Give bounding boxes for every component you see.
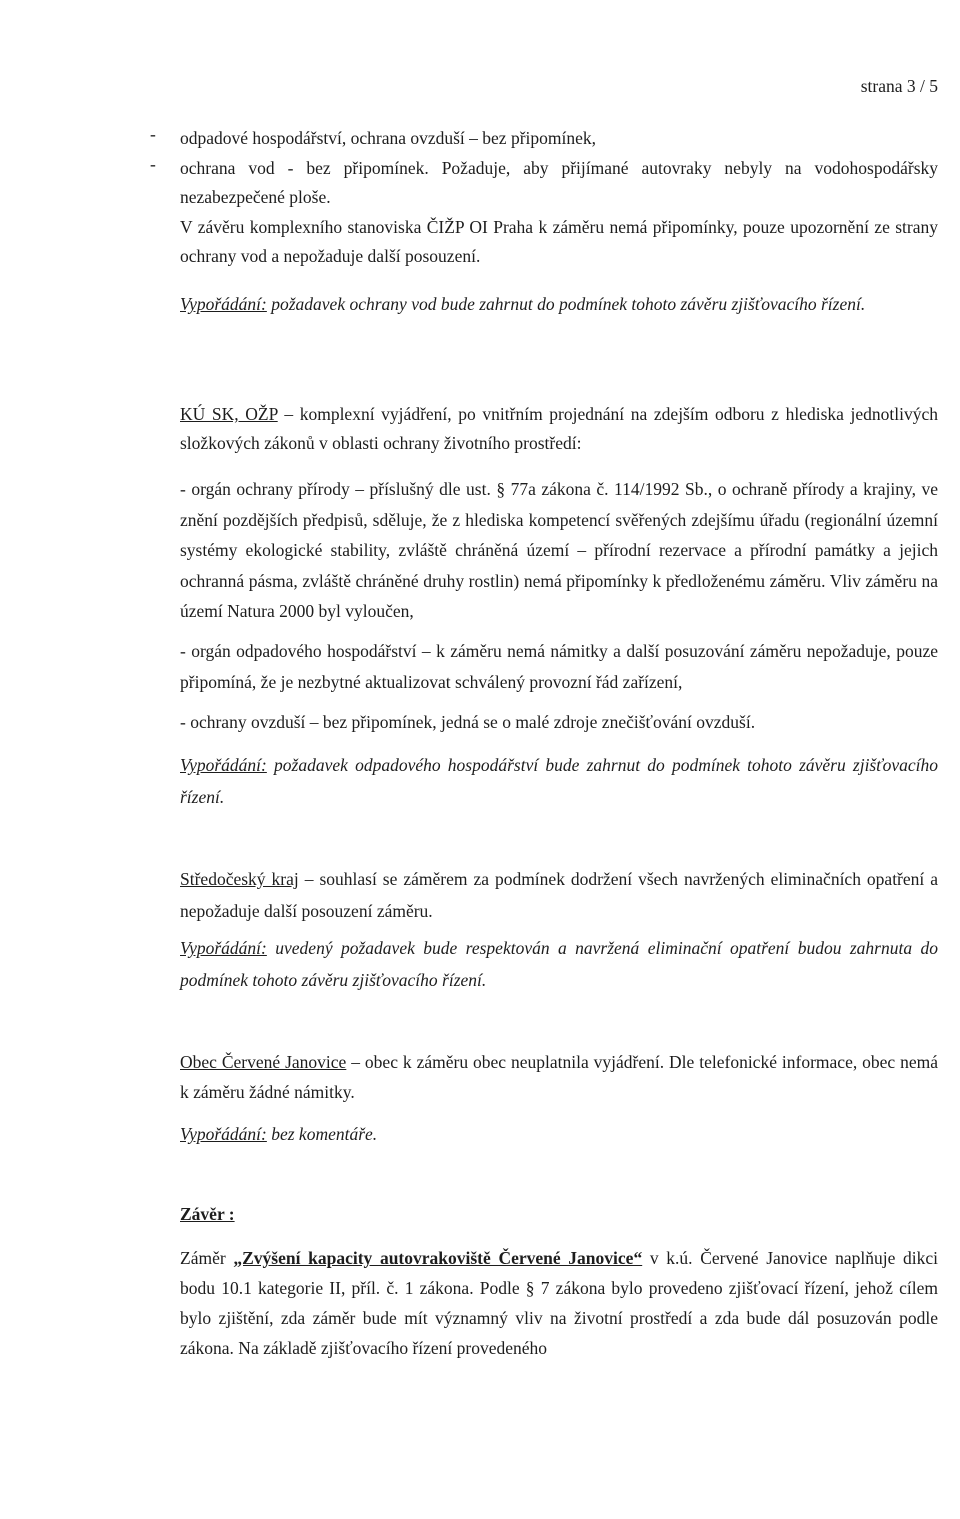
settlement-paragraph [180,288,938,320]
page-number: strana 3 / 5 [860,76,938,96]
obec-text: – obec k záměru obec neuplatnila vyjádření. Dle telefonické informace, obec nemá k záměru žádné námitky. [180,1052,938,1102]
ku-intro: – komplexní vyjádření, po vnitřním projednání na zdejším odboru z hlediska jednotlivých složkových zákonů v oblasti ochrany životního prostředí: [180,404,939,453]
conclusion-text: v k.ú. Červené Janovice naplňuje dikci bodu 10.1 kategorie II, příl. č. 1 zákona. Podle § 7 zákona bylo provedeno zjišťovací řízení, jehož cílem bylo zjištění, zda záměr bude mít významný vliv na životní prostředí a zda bude dál posuzován podle zákona. Na základě zjišťovacího řízení provedeného [180,1248,939,1358]
project-name: „Zvýšení kapacity autovrakoviště Červené Janovice“ [233,1248,643,1268]
settlement-text: bez komentáře. [271,1124,378,1144]
ku-paragraph [180,400,938,458]
ku-label: KÚ SK, OŽP [180,404,278,424]
conclusion-prefix: Záměr [180,1248,226,1268]
cizp-conclusion: V závěru komplexního stanoviska ČIŽP OI Praha k záměru nemá připomínky, pouze upozornění ze strany ochrany vod a nepožaduje další posouzení. [180,217,938,266]
settlement-text: požadavek odpadového hospodářství bude zahrnut do podmínek tohoto závěru zjišťovacího řízení. [180,755,939,807]
ku-settlement [180,749,938,813]
ku-air-protection: - ochrany ovzduší – bez připomínek, jedná se o malé zdroje znečišťování ovzduší. [180,712,756,732]
settlement-text: uvedený požadavek bude respektován a navržená eliminační opatření budou zahrnuta do podmínek tohoto závěru zjišťovacího řízení. [180,938,938,990]
settlement-text: požadavek ochrany vod bude zahrnut do podmínek tohoto závěru zjišťovacího řízení. [271,294,866,314]
conclusion-paragraph [180,1243,938,1363]
kraj-settlement [180,932,938,996]
settlement-label: Vypořádání: [180,1124,267,1144]
list-bullet: - [150,154,156,174]
conclusion-heading: Závěr : [180,1204,235,1224]
list-bullet: - [150,124,156,144]
ku-nature-protection: - orgán ochrany přírody – příslušný dle ust. § 77a zákona č. 114/1992 Sb., o ochraně přírody a krajiny, ve znění pozdějších předpisů, sděluje, že z hlediska kompetencí svěřených zdejšímu úřadu (regionální územní systémy ekologické stability, zvláště chráněná území – přírodní rezervace a přírodní památky a jejich ochranná pásma, zvláště chráněné druhy rostlin) nemá připomínky k předloženému záměru. Vliv záměru na území Natura 2000 byl vyloučen, [180,479,938,621]
obec-paragraph [180,1047,938,1107]
obec-label: Obec Červené Janovice [180,1052,347,1072]
settlement-label: Vypořádání: [180,755,267,775]
settlement-label: Vypořádání: [180,294,267,314]
ku-waste-management: - orgán odpadového hospodářství – k záměru nemá námitky a další posuzování záměru nepožaduje, pouze připomíná, že je nezbytné aktualizovat schválený provozní řád zařízení, [180,641,938,692]
kraj-text: – souhlasí se záměrem za podmínek dodržení všech navržených eliminačních opatření a nepožaduje další posouzení záměru. [180,869,939,921]
settlement-label: Vypořádání: [180,938,267,958]
obec-settlement [180,1120,938,1149]
kraj-label: Středočeský kraj [180,869,299,889]
kraj-paragraph [180,863,938,927]
list-item: odpadové hospodářství, ochrana ovzduší – bez připomínek, [180,128,597,148]
list-item: ochrana vod - bez připomínek. Požaduje, aby přijímané autovraky nebyly na vodohospodářsky nezabezpečené ploše. [180,158,938,207]
